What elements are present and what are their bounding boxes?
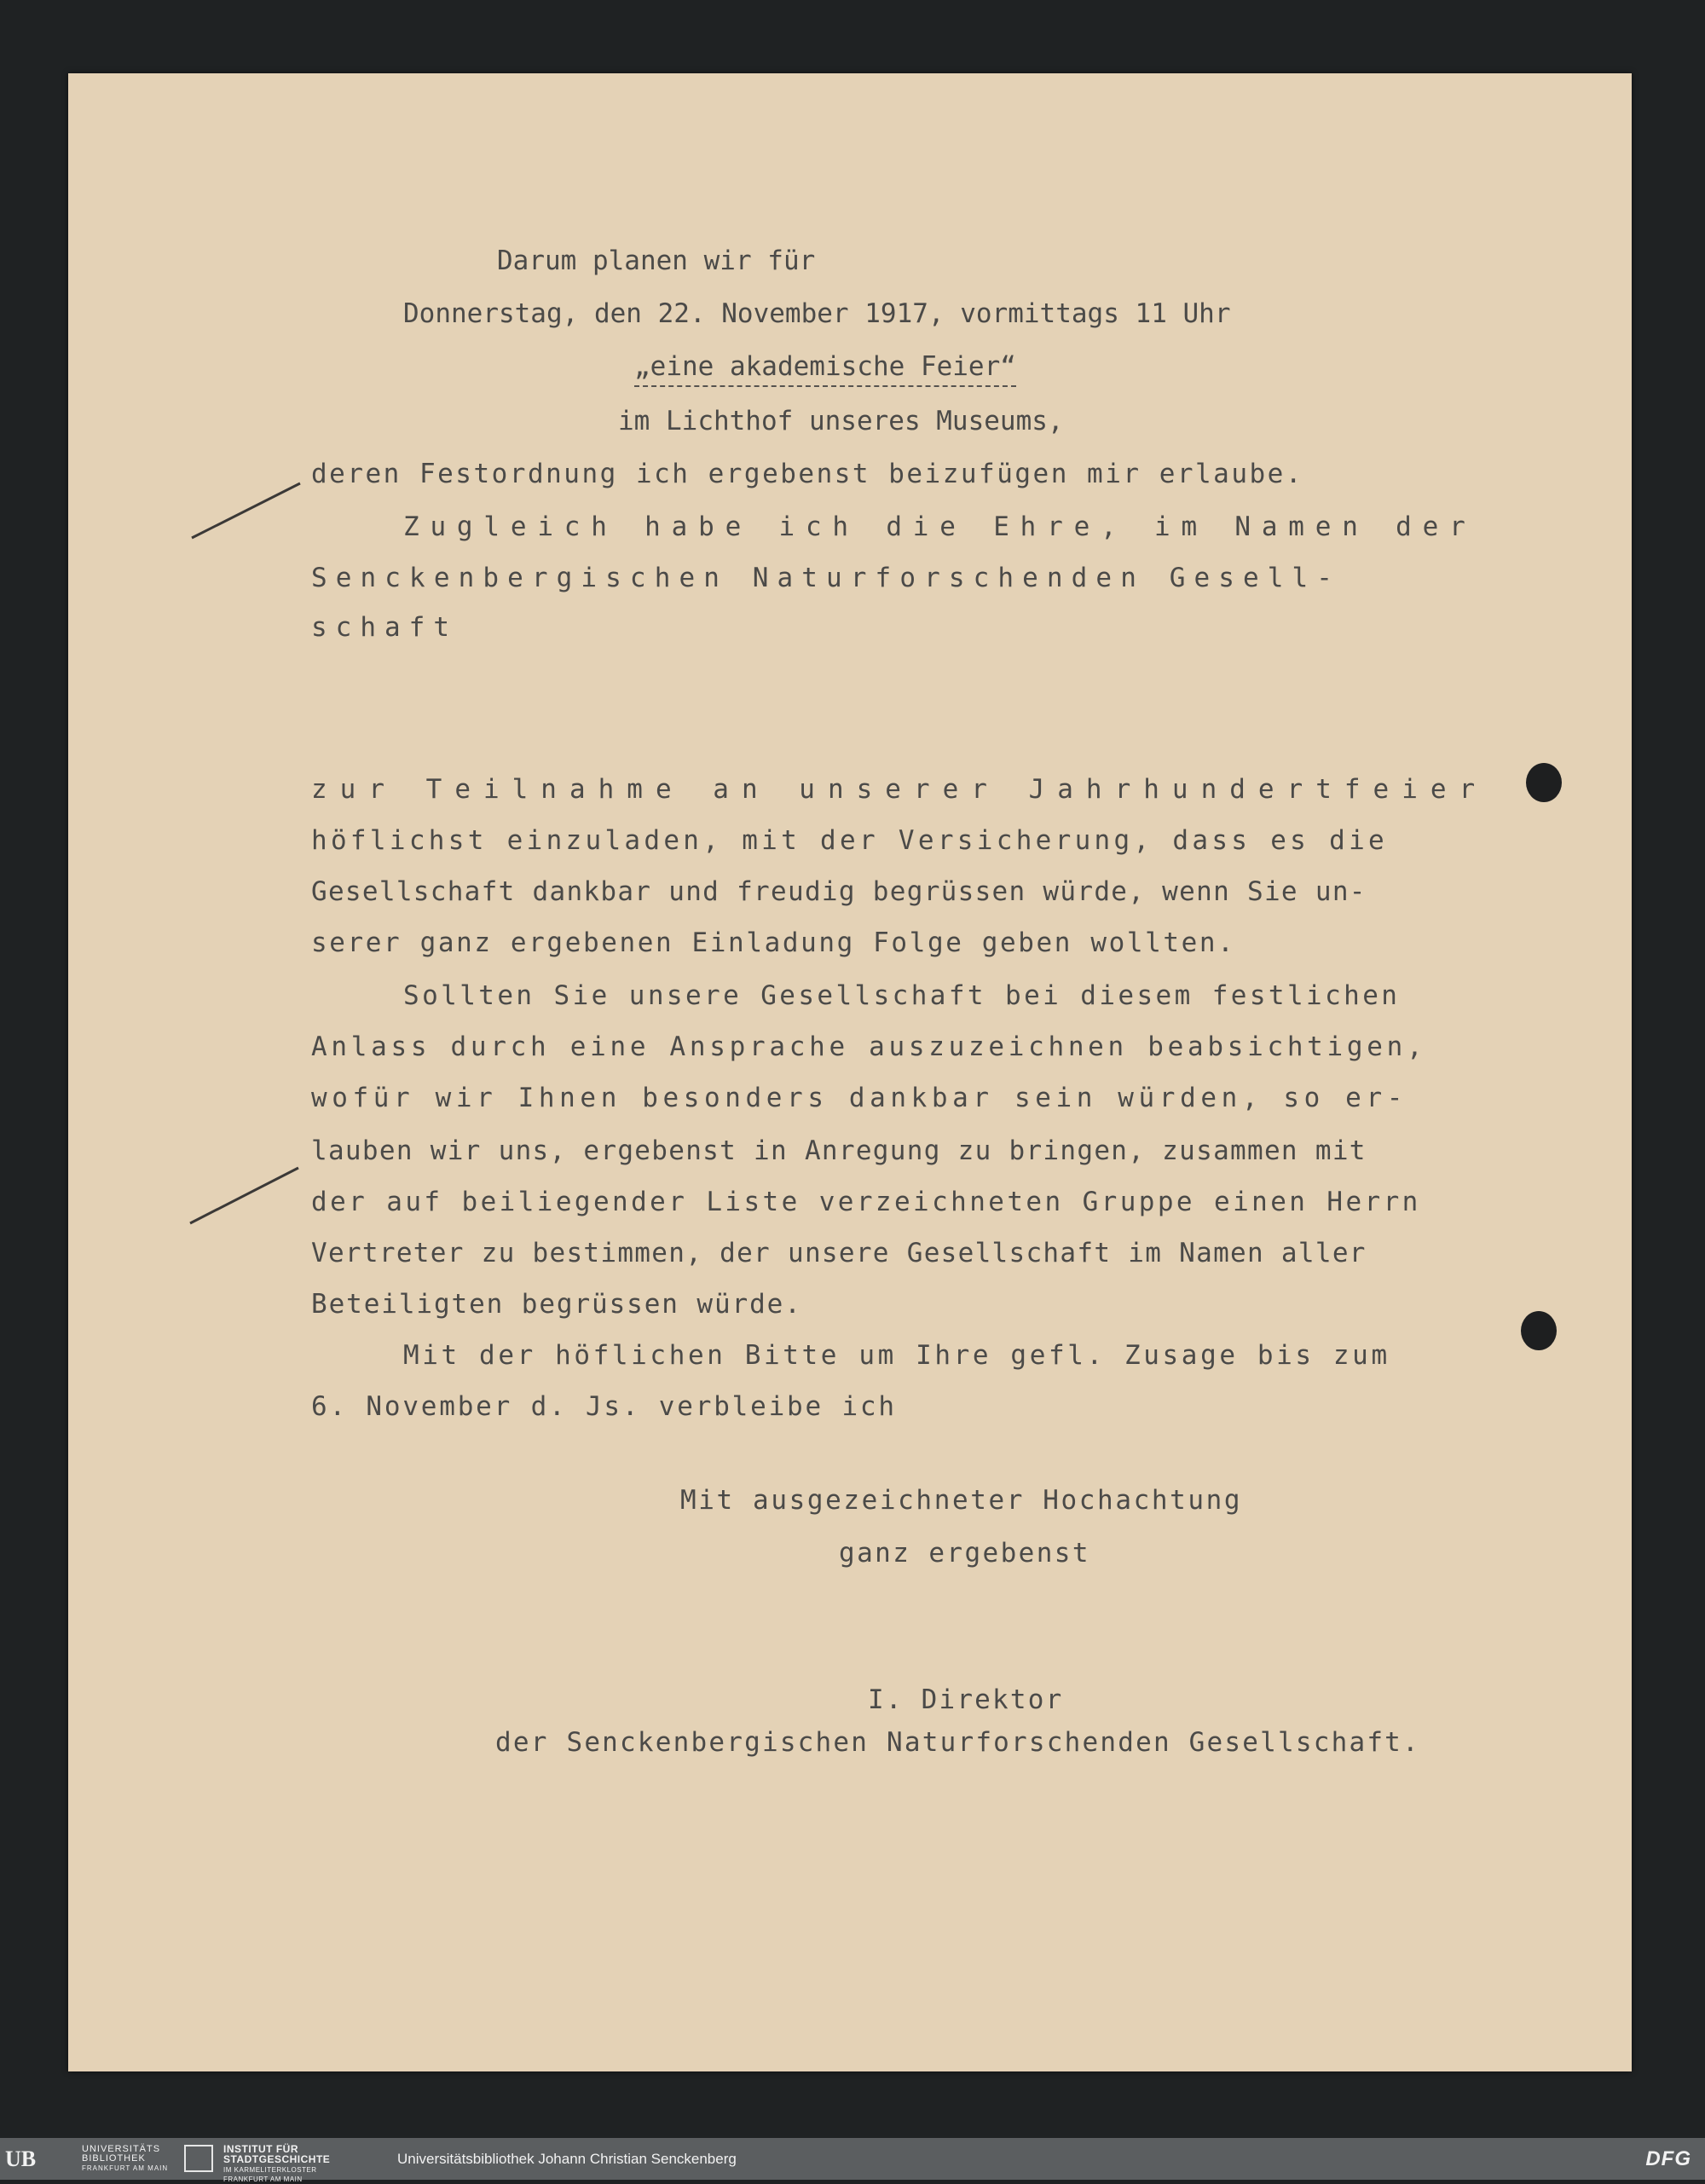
institute-logo-icon[interactable] [184,2145,213,2172]
inst-line-3: IM KARMELITERKLOSTER [223,2166,317,2174]
letter-line-4: im Lichthof unseres Museums, [618,406,1064,436]
letter-line-15: wofür wir Ihnen besonders dankbar sein würden, so er- [311,1083,1407,1113]
closing-regards: ganz ergebenst [839,1538,1090,1569]
letter-line-18: Vertreter zu bestimmen, der unsere Gesellschaft im Namen aller [311,1238,1367,1268]
letter-line-7: Senckenbergischen Naturforschenden Gesell- [311,563,1342,593]
punch-hole-1 [1526,763,1562,802]
ub-logo-text [82,2145,168,2173]
document-page [68,73,1632,2071]
letter-line-2: Donnerstag, den 22. November 1917, vormittags 11 Uhr [403,298,1231,329]
letter-line-20: Mit der höflichen Bitte um Ihre gefl. Zusage bis zum [403,1340,1390,1371]
ub-line-2: BIBLIOTHEK [82,2153,146,2164]
ub-line-3: FRANKFURT AM MAIN [82,2164,169,2172]
letter-line-6: Zugleich habe ich die Ehre, im Namen der [403,511,1477,542]
event-title-underlined: „eine akademische Feier“ [634,351,1016,387]
signature-title: I. Direktor [868,1684,1064,1715]
letter-line-21: 6. November d. Js. verbleibe ich [311,1391,897,1422]
letter-line-13: Sollten Sie unsere Gesellschaft bei diesem festlichen [403,980,1401,1011]
inst-line-4: FRANKFURT AM MAIN [223,2175,303,2183]
margin-stroke-2 [190,1168,298,1223]
letter-line-8: schaft [311,612,458,643]
dfg-logo[interactable]: DFG [1645,2147,1691,2170]
letter-line-10: höflichst einzuladen, mit der Versicherung, dass es die [311,825,1388,856]
viewer-footer [0,2138,1705,2183]
punch-hole-2 [1521,1311,1557,1350]
institute-logo-text [223,2145,330,2184]
letter-line-1: Darum planen wir für [497,246,816,276]
ub-line-1: UNIVERSITÄTS [82,2144,161,2154]
letter-line-19: Beteiligten begrüssen würde. [311,1289,802,1320]
letter-line-16: lauben wir uns, ergebenst in Anregung zu bringen, zusammen mit [311,1135,1367,1166]
inst-line-1: INSTITUT FÜR [223,2143,298,2155]
letter-event-title [634,351,1016,382]
letter-line-9: zur Teilnahme an unserer Jahrhundertfeier [311,774,1488,805]
ub-logo[interactable]: UB [5,2146,37,2171]
letter-line-12: serer ganz ergebenen Einladung Folge geben wollten. [311,927,1236,958]
letter-line-5: deren Festordnung ich ergebenst beizufügen mir erlaube. [311,459,1303,489]
letter-line-17: der auf beiliegender Liste verzeichneten Gruppe einen Herrn [311,1187,1421,1217]
inst-line-2: STADTGESCHICHTE [223,2153,331,2165]
letter-line-11: Gesellschaft dankbar und freudig begrüssen würde, wenn Sie un- [311,876,1367,907]
closing-salutation: Mit ausgezeichneter Hochachtung [680,1485,1243,1516]
signature-organization: der Senckenbergischen Naturforschenden Gesellschaft. [495,1727,1420,1758]
letter-line-14: Anlass durch eine Ansprache auszuzeichnen beabsichtigen, [311,1031,1427,1062]
margin-stroke-1 [192,483,300,538]
library-name[interactable]: Universitätsbibliothek Johann Christian Senckenberg [397,2151,737,2167]
